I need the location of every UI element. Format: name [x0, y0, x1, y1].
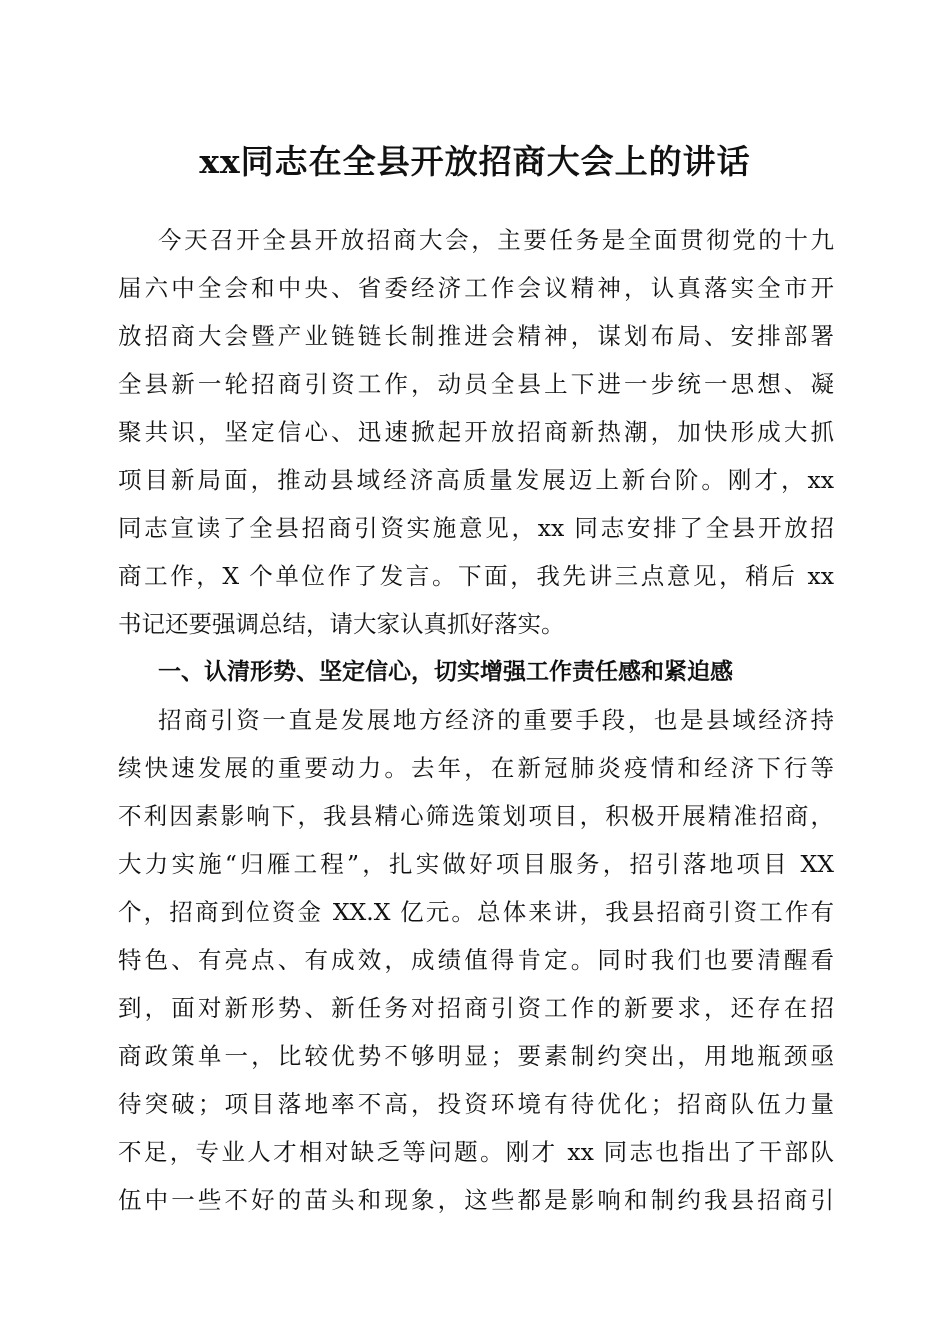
paragraph-1-line-7: 同志宣读了全县招商引资实施意见，xx 同志安排了全县开放招	[118, 514, 834, 542]
paragraph-2-line-6: 特色、有亮点、有成效，成绩值得肯定。同时我们也要清醒看	[118, 946, 834, 974]
paragraph-2-line-8: 商政策单一，比较优势不够明显；要素制约突出，用地瓶颈亟	[118, 1042, 834, 1070]
paragraph-2-line-5: 个，招商到位资金 XX.X 亿元。总体来讲，我县招商引资工作有	[118, 898, 834, 926]
paragraph-2-line-1: 招商引资一直是发展地方经济的重要手段，也是县域经济持	[158, 706, 834, 734]
paragraph-2-line-9: 待突破；项目落地率不高，投资环境有待优化；招商队伍力量	[118, 1090, 834, 1118]
paragraph-2-line-10: 不足，专业人才相对缺乏等问题。刚才 xx 同志也指出了干部队	[118, 1138, 834, 1166]
paragraph-1-line-8: 商工作，X 个单位作了发言。下面，我先讲三点意见，稍后 xx	[118, 562, 834, 590]
paragraph-1-line-9: 书记还要强调总结，请大家认真抓好落实。	[118, 610, 565, 638]
paragraph-1-line-4: 全县新一轮招商引资工作，动员全县上下进一步统一思想、凝	[118, 370, 834, 398]
document-title: xx同志在全县开放招商大会上的讲话	[199, 142, 751, 181]
paragraph-2-line-7: 到，面对新形势、新任务对招商引资工作的新要求，还存在招	[118, 994, 834, 1022]
paragraph-2-line-3: 不利因素影响下，我县精心筛选策划项目，积极开展精准招商，	[118, 802, 834, 830]
paragraph-1-line-2: 届六中全会和中央、省委经济工作会议精神，认真落实全市开	[118, 274, 834, 302]
section-heading-1: 一、认清形势、坚定信心，切实增强工作责任感和紧迫感	[158, 659, 733, 685]
paragraph-1-line-1: 今天召开全县开放招商大会，主要任务是全面贯彻党的十九	[158, 226, 834, 254]
paragraph-2-line-11: 伍中一些不好的苗头和现象，这些都是影响和制约我县招商引	[118, 1186, 834, 1214]
paragraph-2-line-4: 大力实施“归雁工程”，扎实做好项目服务，招引落地项目 XX	[118, 850, 834, 878]
paragraph-1-line-3: 放招商大会暨产业链链长制推进会精神，谋划布局、安排部署	[118, 322, 834, 350]
paragraph-1-line-6: 项目新局面，推动县域经济高质量发展迈上新台阶。刚才，xx	[118, 466, 834, 494]
paragraph-2-line-2: 续快速发展的重要动力。去年，在新冠肺炎疫情和经济下行等	[118, 754, 834, 782]
paragraph-1-line-5: 聚共识，坚定信心、迅速掀起开放招商新热潮，加快形成大抓	[118, 418, 834, 446]
